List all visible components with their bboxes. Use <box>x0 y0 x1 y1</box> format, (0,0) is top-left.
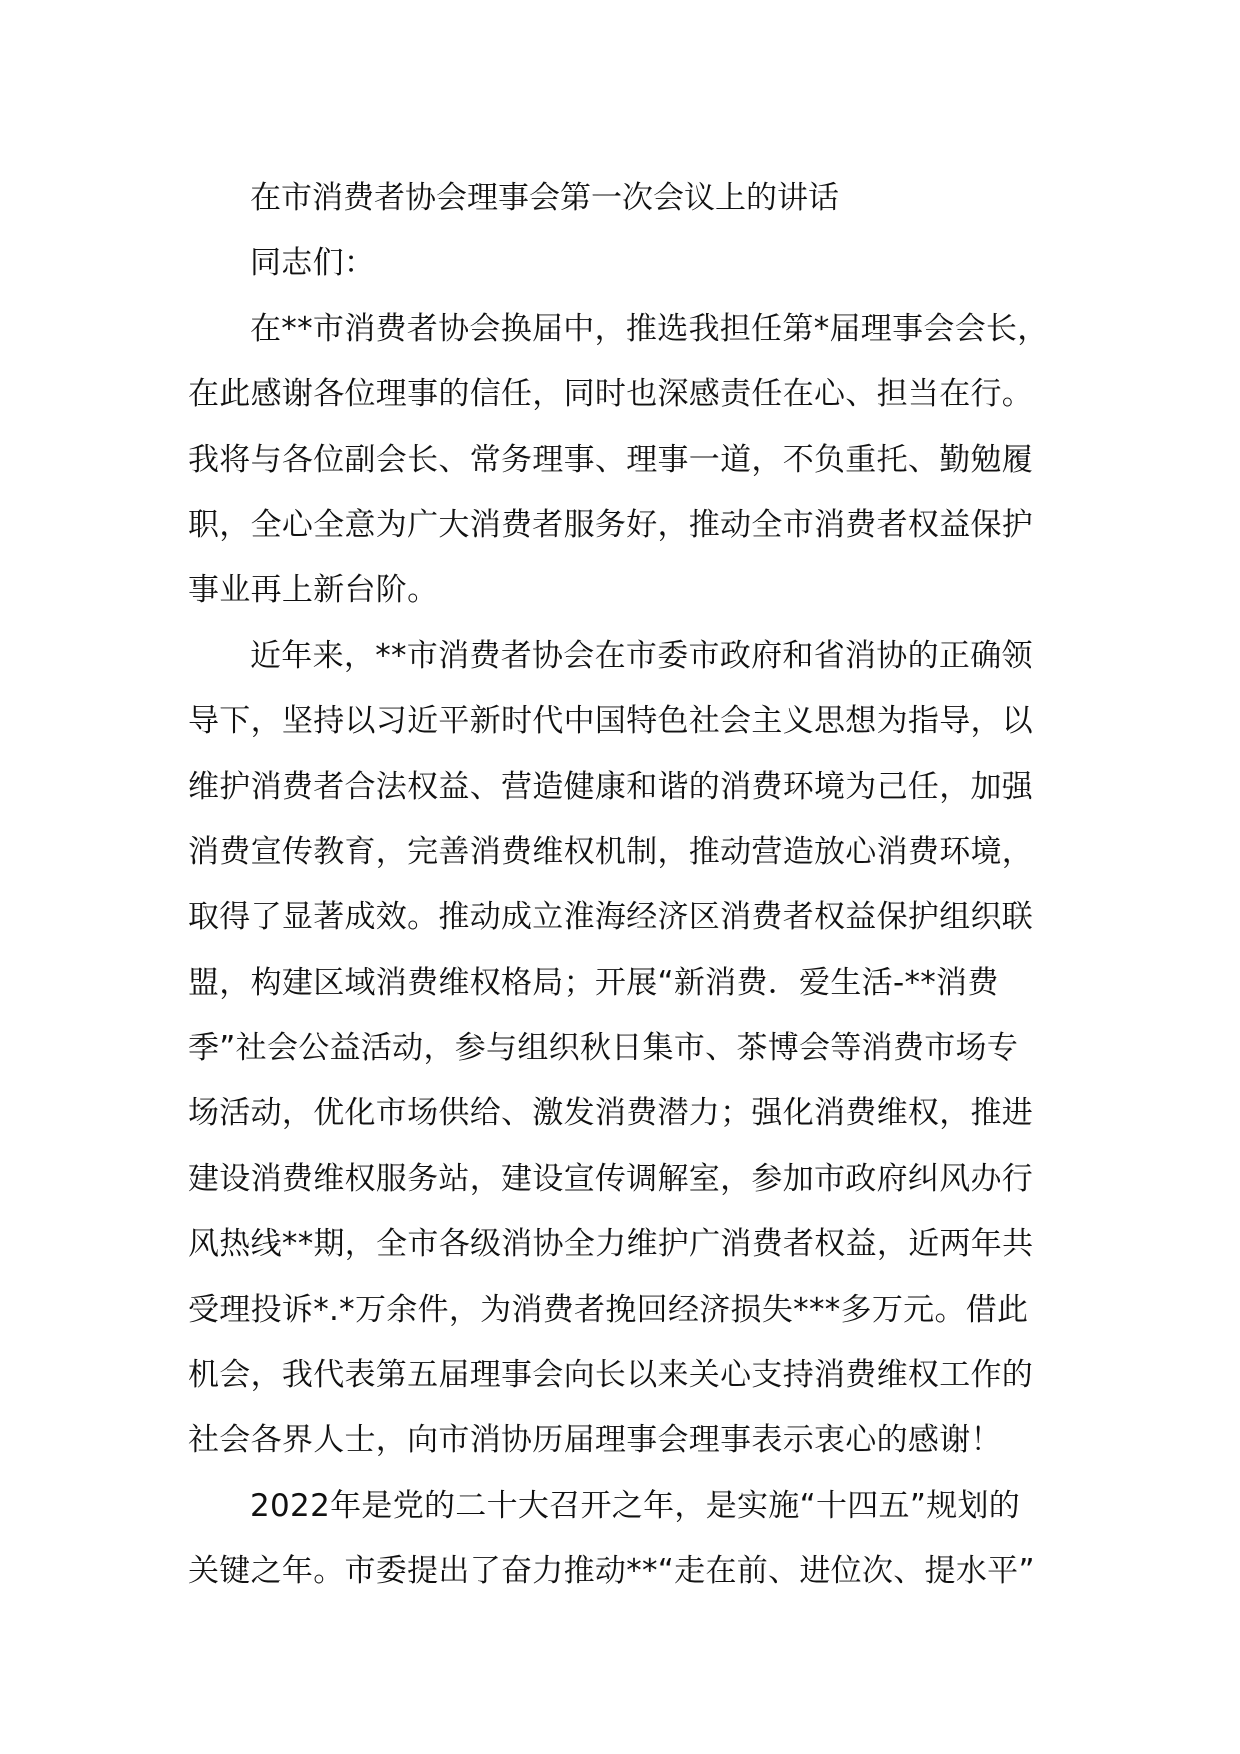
paragraph-2-line: 场活动，优化市场供给、激发消费潜力；强化消费维权，推进 <box>188 1095 1034 1132</box>
paragraph-2-line: 导下，坚持以习近平新时代中国特色社会主义思想为指导，以 <box>188 703 1034 740</box>
paragraph-2-line: 风热线**期，全市各级消协全力维护广消费者权益，近两年共 <box>188 1226 1034 1263</box>
speech-title: 在市消费者协会理事会第一次会议上的讲话 <box>250 180 839 216</box>
paragraph-2-line: 消费宣传教育，完善消费维权机制，推动营造放心消费环境， <box>188 833 1034 870</box>
paragraph-2-line: 社会各界人士，向市消协历届理事会理事表示衷心的感谢！ <box>188 1422 1002 1459</box>
salutation: 同志们： <box>250 245 376 282</box>
paragraph-2-line: 机会，我代表第五届理事会向长以来关心支持消费维权工作的 <box>188 1357 1034 1394</box>
paragraph-1-line: 职，全心全意为广大消费者服务好，推动全市消费者权益保护 <box>188 506 1034 543</box>
paragraph-2-line: 季”社会公益活动，参与组织秋日集市、茶博会等消费市场专 <box>188 1030 1019 1067</box>
paragraph-2-line: 近年来，**市消费者协会在市委市政府和省消协的正确领 <box>250 637 1033 674</box>
paragraph-2-line: 受理投诉*.*万余件，为消费者挽回经济损失***多万元。借此 <box>188 1291 1029 1328</box>
speech-body <box>188 166 1058 1605</box>
paragraph-1-line: 我将与各位副会长、常务理事、理事一道，不负重托、勤勉履 <box>188 441 1034 478</box>
paragraph-1-line: 事业再上新台阶。 <box>188 572 439 609</box>
paragraph-2-line: 盟，构建区域消费维权格局；开展“新消费．爱生活-**消费 <box>188 964 999 1001</box>
paragraph-2-line: 取得了显著成效。推动成立淮海经济区消费者权益保护组织联 <box>188 899 1034 936</box>
paragraph-2-line: 建设消费维权服务站，建设宣传调解室，参加市政府纠风办行 <box>188 1160 1034 1197</box>
paragraph-1-line: 在**市消费者协会换届中，推选我担任第*届理事会会长， <box>250 310 1049 347</box>
paragraph-1-line: 在此感谢各位理事的信任，同时也深感责任在心、担当在行。 <box>188 376 1034 413</box>
paragraph-3-line: 关键之年。市委提出了奋力推动**“走在前、进位次、提水平” <box>188 1553 1035 1590</box>
paragraph-2-line: 维护消费者合法权益、营造健康和谐的消费环境为己任，加强 <box>188 768 1034 805</box>
paragraph-3-line: 2022年是党的二十大召开之年，是实施“十四五”规划的 <box>250 1487 1021 1524</box>
